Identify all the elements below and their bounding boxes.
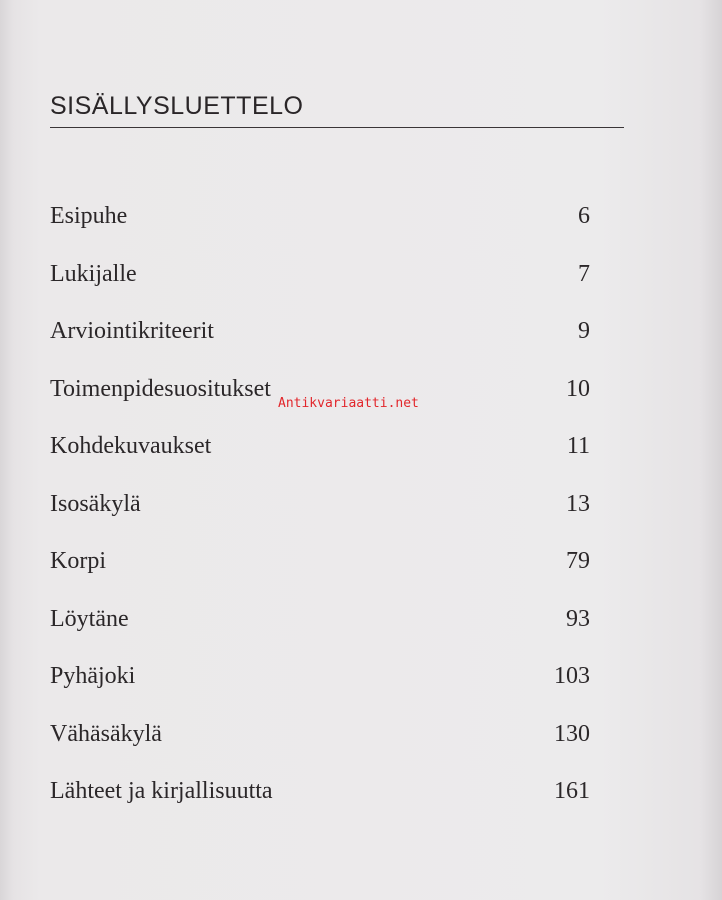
page-edge-shadow <box>700 0 722 900</box>
toc-entry-page: 103 <box>554 663 590 689</box>
toc-entry-page: 11 <box>566 433 590 459</box>
toc-title: SISÄLLYSLUETTELO <box>50 92 304 120</box>
toc-entry <box>50 491 590 549</box>
toc-entry-page: 79 <box>566 548 590 574</box>
toc-entry-label: Vähäsäkylä <box>50 720 162 747</box>
toc-entry-page: 7 <box>578 260 590 287</box>
toc-entry-label: Toimenpidesuositukset <box>50 375 271 402</box>
toc-entry-label: Korpi <box>50 548 106 574</box>
toc-entry <box>50 606 590 664</box>
toc-entry-label: Isosäkylä <box>50 490 141 517</box>
toc-entry <box>50 433 590 491</box>
toc-entry <box>50 548 590 606</box>
toc-entry <box>50 203 590 261</box>
toc-entry-page: 130 <box>554 720 590 747</box>
toc-entry-label: Löytäne <box>50 605 129 632</box>
toc-entry-label: Pyhäjoki <box>50 663 136 689</box>
toc-entry-label: Lukijalle <box>50 260 137 287</box>
toc-entry <box>50 318 590 376</box>
toc-entry <box>50 778 590 836</box>
toc-list <box>50 203 590 836</box>
toc-entry-label: Esipuhe <box>50 203 128 229</box>
toc-entry-page: 9 <box>578 318 590 344</box>
toc-entry <box>50 721 590 779</box>
toc-entry-page: 13 <box>566 490 590 517</box>
watermark-text: Antikvariaatti.net <box>278 396 419 411</box>
toc-entry-label: Arviointikriteerit <box>50 318 214 344</box>
toc-entry-page: 93 <box>566 605 590 632</box>
toc-entry-page: 10 <box>566 375 590 402</box>
toc-entry-label: Kohdekuvaukset <box>50 433 212 459</box>
toc-entry-page: 161 <box>554 778 590 804</box>
toc-entry-label: Lähteet ja kirjallisuutta <box>50 778 273 804</box>
toc-entry-page: 6 <box>578 203 590 229</box>
toc-entry <box>50 663 590 721</box>
title-underline <box>50 127 624 128</box>
toc-entry <box>50 261 590 319</box>
